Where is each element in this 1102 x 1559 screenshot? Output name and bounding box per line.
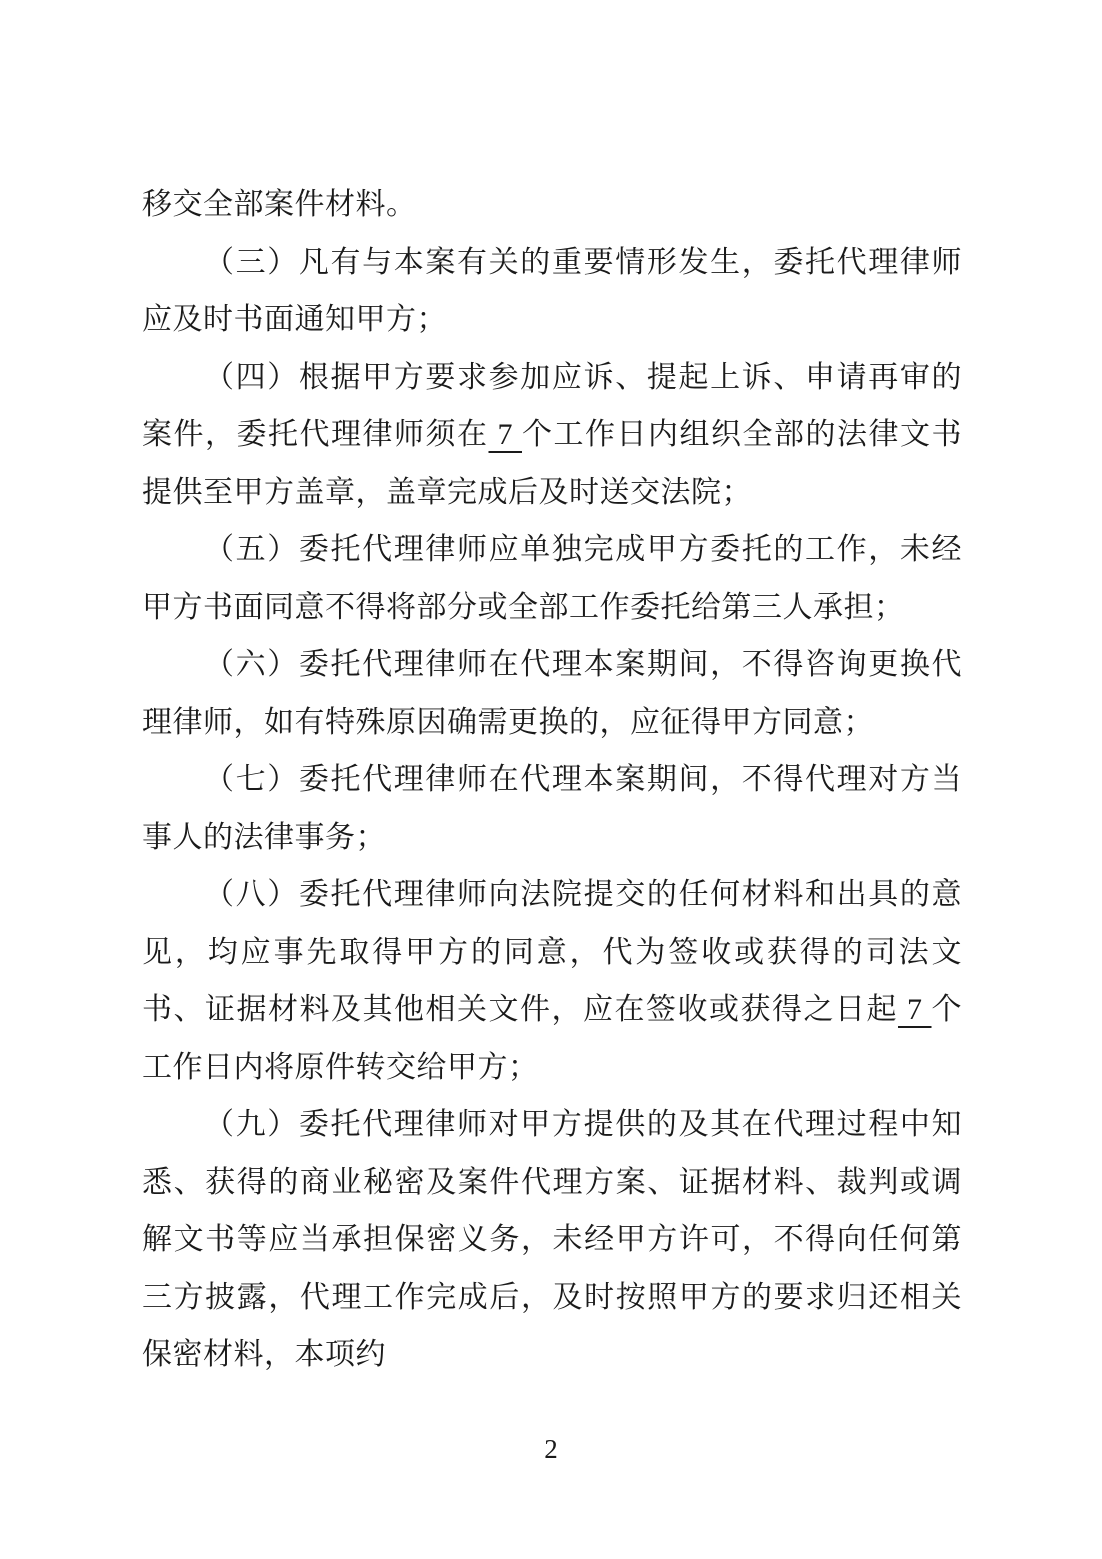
text-run: （三）凡有与本案有关的重要情形发生，委托代理律师应及时书面通知甲方；: [142, 245, 962, 336]
document-body: [142, 176, 962, 1384]
paragraph: [142, 751, 962, 866]
text-run: （五）委托代理律师应单独完成甲方委托的工作，未经甲方书面同意不得将部分或全部工作委托给第三人承担；: [142, 533, 962, 624]
text-run: （九）委托代理律师对甲方提供的及其在代理过程中知悉、获得的商业秘密及案件代理方案、证据材料、裁判或调解文书等应当承担保密义务，未经甲方许可，不得向任何第三方披露，代理工作完成后，及时按照甲方的要求归还相关保密材料，本项约: [142, 1108, 962, 1371]
paragraph: [142, 866, 962, 1096]
paragraph: [142, 636, 962, 751]
text-run: 移交全部案件材料。: [142, 188, 417, 221]
text-run: （六）委托代理律师在代理本案期间，不得咨询更换代理律师，如有特殊原因确需更换的，应征得甲方同意；: [142, 648, 962, 739]
paragraph: [142, 176, 962, 234]
paragraph: [142, 1096, 962, 1384]
text-run: （八）委托代理律师向法院提交的任何材料和出具的意见，均应事先取得甲方的同意，代为签收或获得的司法文书、证据材料及其他相关文件，应在签收或获得之日起: [142, 878, 962, 1026]
text-run: 个工作日内将原件转交给甲方；: [142, 993, 962, 1084]
paragraph: [142, 521, 962, 636]
paragraph: [142, 349, 962, 522]
paragraph: [142, 234, 962, 349]
text-run: 个工作日内组织全部的法律文书提供至甲方盖章，盖章完成后及时送交法院；: [142, 418, 962, 509]
text-run: （四）根据甲方要求参加应诉、提起上诉、申请再审的案件，委托代理律师须在: [142, 360, 962, 451]
text-run: （七）委托代理律师在代理本案期间，不得代理对方当事人的法律事务；: [142, 763, 962, 854]
underlined-fill-in-value: 7: [898, 993, 932, 1026]
underlined-fill-in-value: 7: [488, 418, 522, 451]
page-number: 2: [544, 1434, 558, 1464]
page-footer: [0, 1434, 1102, 1465]
